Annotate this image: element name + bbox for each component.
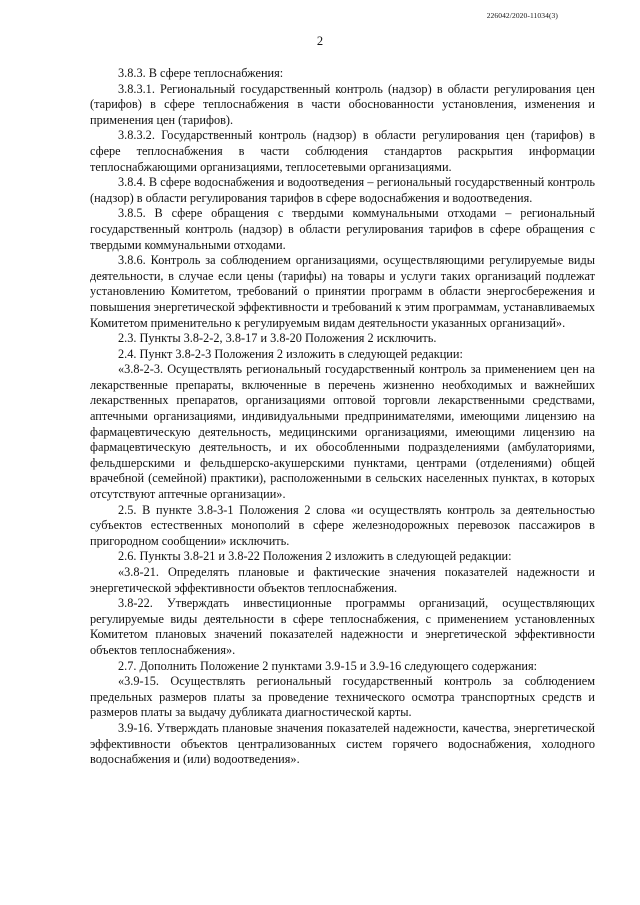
paragraph-2-6: 2.6. Пункты 3.8-21 и 3.8-22 Положения 2 изложить в следующей редакции: (118, 549, 512, 564)
paragraph-3-8-2-3: «3.8-2-3. Осуществлять региональный государственный контроль за применением цен на лекарственные препараты, включенные в перечень жизненно необходимых и важнейших лекарственных препаратов, организациями оптовой торговли лекарственными средствами, аптечными организациями, индивидуальными предпринимателями, имеющими лицензию на фармацевтическую деятельность, медицинскими организациями, имеющими лицензию на фармацевтическую деятельность, и их обособленными подразделениями (амбулаториями, фельдшерскими и фельдшерско-акушерскими пунктами, центрами (отделениями) общей врачебной (семейной) практики), расположенными в сельских населенных пунктах, в которых отсутствуют аптечные организации». (90, 362, 595, 502)
paragraph-2-4: 2.4. Пункт 3.8-2-3 Положения 2 изложить в следующей редакции: (118, 346, 463, 361)
document-registration-number: 226042/2020-11034(3) (486, 11, 558, 20)
paragraph-3-8-4: 3.8.4. В сфере водоснабжения и водоотведения – региональный государственный контроль (надзор) в области регулирования тарифов в сфере водоснабжения и водоотведения. (90, 175, 595, 205)
paragraph-3-8-3: 3.8.3. В сфере теплоснабжения: (118, 66, 284, 80)
paragraph-3-8-21: «3.8-21. Определять плановые и фактические значения показателей надежности и энергетической эффективности объектов теплоснабжения. (90, 565, 595, 595)
paragraph-2-3: 2.3. Пункты 3.8-2-2, 3.8-17 и 3.8-20 Положения 2 исключить. (118, 331, 437, 346)
page-number: 2 (316, 34, 324, 48)
paragraph-3-8-3-2: 3.8.3.2. Государственный контроль (надзор) в области регулирования цен (тарифов) в сфере теплоснабжения в части соблюдения стандартов раскрытия информации теплоснабжающими организациями, теплосетевыми организациями. (90, 128, 595, 174)
paragraph-3-9-16: 3.9-16. Утверждать плановые значения показателей надежности, качества, энергетической эффективности объектов централизованных систем горячего водоснабжения, холодного водоснабжения и (или) водоотведения». (90, 720, 595, 767)
paragraph-2-5: 2.5. В пункте 3.8-3-1 Положения 2 слова «и осуществлять контроль за деятельностью субъектов естественных монополий в сфере железнодорожных перевозок пассажиров в пригородном сообщении» исключить. (90, 502, 595, 548)
paragraph-3-8-3-1: 3.8.3.1. Региональный государственный контроль (надзор) в области регулирования цен (тарифов) в сфере теплоснабжения в части обоснованности установления, изменения и применения цен (тарифов). (90, 81, 595, 127)
paragraph-3-8-6: 3.8.6. Контроль за соблюдением организациями, осуществляющими регулируемые виды деятельности, в случае если цены (тарифы) на товары и услуги таких организаций подлежат установлению Комитетом, требований о принятии программ в области энергосбережения и повышения энергетической эффективности и требований к этим программам, устанавливаемых Комитетом применительно к регулируемым видам деятельности указанных организаций». (90, 253, 595, 330)
paragraph-3-8-5: 3.8.5. В сфере обращения с твердыми коммунальными отходами – региональный государственный контроль (надзор) в области регулирования тарифов в сфере обращения с твердыми коммунальными отходами. (90, 206, 595, 252)
paragraph-3-9-15: «3.9-15. Осуществлять региональный государственный контроль за соблюдением предельных размеров платы за проведение технического осмотра транспортных средств и размеров платы за выдачу дубликата диагностической карты. (90, 674, 595, 720)
paragraph-2-7: 2.7. Дополнить Положение 2 пунктами 3.9-15 и 3.9-16 следующего содержания: (118, 658, 538, 673)
document-body (90, 66, 595, 768)
paragraph-3-8-22: 3.8-22. Утверждать инвестиционные программы организаций, осуществляющих регулируемые виды деятельности в сфере теплоснабжения, с применением установленных Комитетом плановых значений показателей надежности и энергетической эффективности объектов теплоснабжения». (90, 596, 595, 657)
